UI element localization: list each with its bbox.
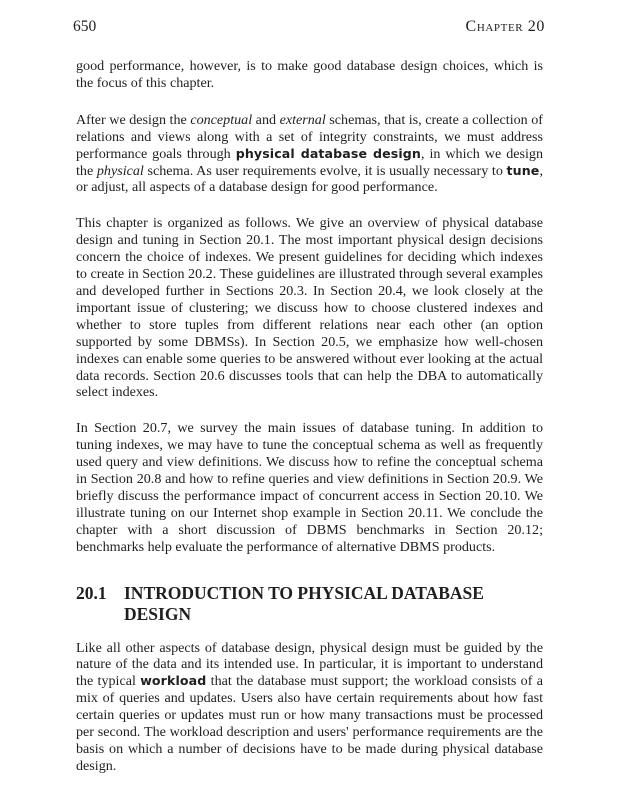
- paragraph-text: This chapter is organized as follows. We give an overview of physical database design and tuning in Section 20.1. The most important physical design decisions concern the choice of indexes. We present guidelines for deciding which indexes to create in Section 20.2. These guidelines are illustrated through several examples and developed further in Sections 20.3. In Section 20.4, we look closely at the important issue of clustering; we discuss how to choose clustered indexes and whether to store tuples from different relations near each other (an option supported by some DBMSs). In Section 20.5, we emphasize how well-chosen indexes can enable some queries to be answered without ever looking at the actual data records. Section 20.6 discusses tools that can help the DBA to automatically select indexes.: [76, 215, 543, 401]
- emphasis-physical: physical: [96, 162, 144, 179]
- page-number: 650: [73, 18, 97, 35]
- text-run: that the database must support; the workload consists of a mix of queries and updates. Users also have certain requirements about how fast certain queries or updates must run or how many transactions must be processed per second. The workload description and users' performance requirements are the basis on which a number of decisions have to be made during physical database design.: [76, 673, 543, 774]
- term-physical-database-design: physical database design: [235, 145, 421, 161]
- text-run: Like all other aspects of database design, physical design must be guided by the nature of the data and its intended use. In particular, it is important to understand the typical: [76, 639, 543, 690]
- paragraph-text: In Section 20.7, we survey the main issues of database tuning. In addition to tuning indexes, we may have to tune the conceptual schema as well as frequently used query and view definitions. We discuss how to refine the conceptual schema in Section 20.8 and how to refine queries and view definitions in Section 20.9. We briefly discuss the performance impact of concurrent access in Section 20.10. We illustrate tuning on our Internet shop example in Section 20.11. We conclude the chapter with a short discussion of DBMS benchmarks in Section 20.12; benchmarks help evaluate the performance of alternative DBMS products.: [76, 420, 543, 555]
- text-run: After we design the: [76, 111, 191, 128]
- paragraph-continuation: [76, 58, 543, 92]
- body-text: [76, 58, 543, 792]
- term-tune: tune: [506, 162, 540, 178]
- paragraph-section-intro: [76, 640, 543, 775]
- emphasis-external: external: [279, 111, 326, 128]
- text-run: , or adjust, all aspects of a database design for good performance.: [76, 162, 543, 196]
- text-run: schemas, that is, create a collection of relations and views along with a set of integrity constraints, we must address performance goals through: [76, 111, 544, 162]
- paragraph-chapter-overview: [76, 215, 543, 401]
- running-head: [73, 18, 545, 42]
- chapter-label: Chapter 20: [465, 18, 545, 35]
- section-heading: [76, 583, 543, 625]
- paragraph-tuning-overview: [76, 420, 543, 555]
- emphasis-conceptual: conceptual: [190, 111, 253, 128]
- paragraph-schemas: [76, 112, 543, 197]
- term-workload: workload: [140, 673, 207, 689]
- text-run: and: [252, 111, 280, 128]
- paragraph-text: good performance, however, is to make good database design choices, which is the focus of this chapter.: [76, 58, 543, 91]
- section-title: INTRODUCTION TO PHYSICAL DATABASE DESIGN: [124, 582, 484, 624]
- section-number: 20.1: [76, 582, 107, 603]
- text-run: schema. As user requirements evolve, it is usually necessary to: [143, 162, 507, 179]
- text-run: , in which we design the: [76, 145, 543, 179]
